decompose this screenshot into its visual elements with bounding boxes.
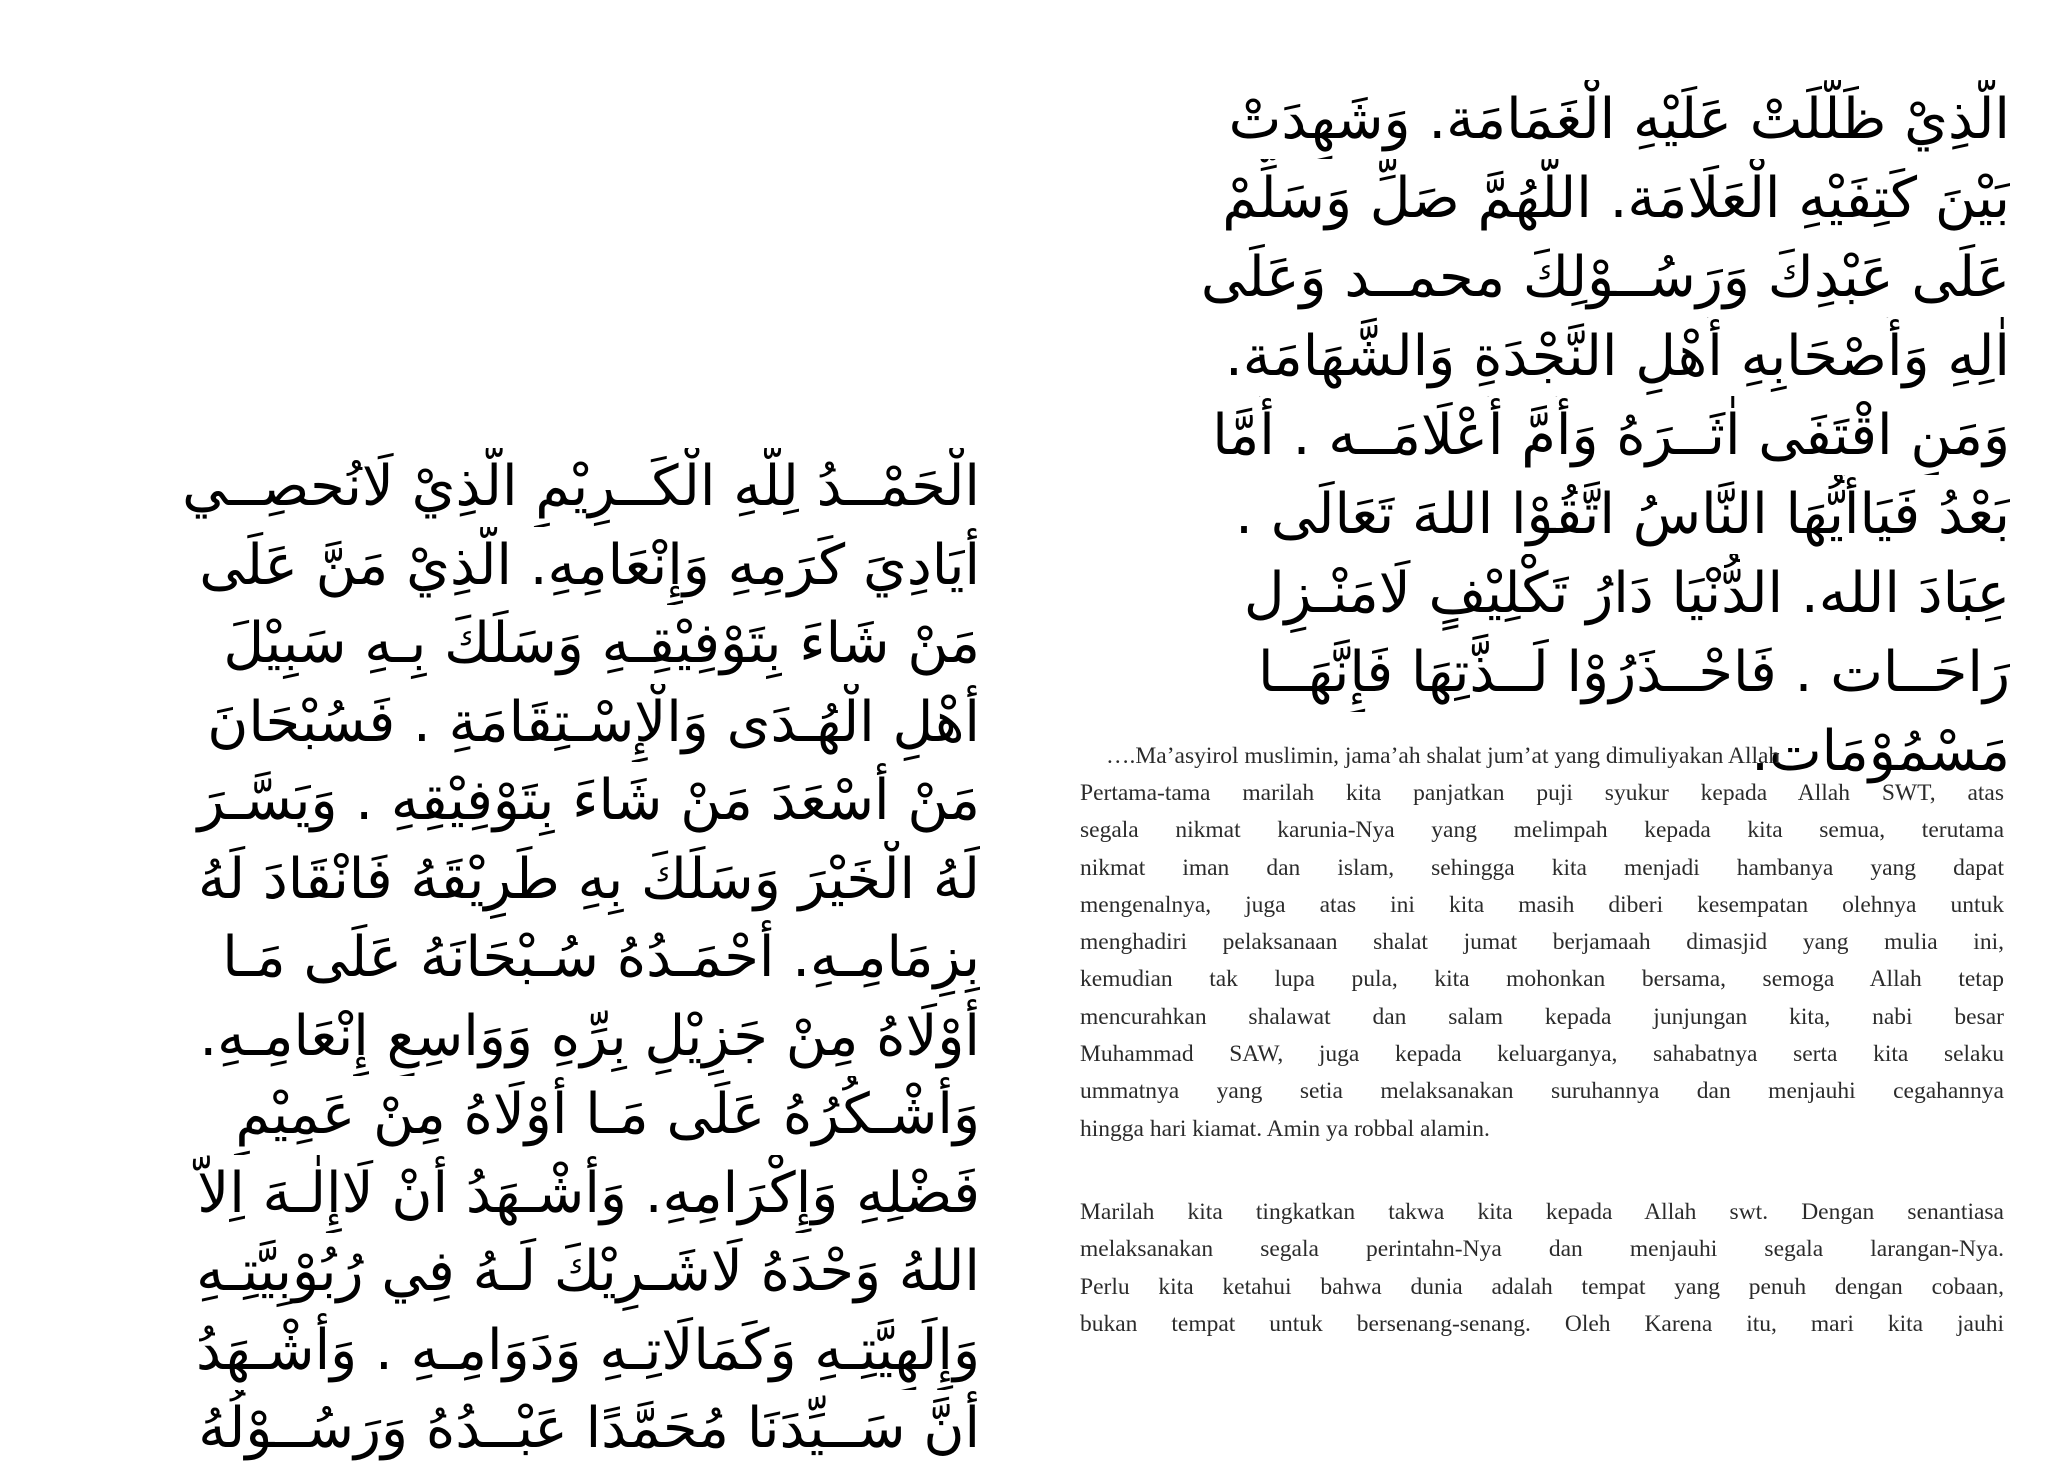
arabic-line: أَنَّ سَــيِّدَنَا مُحَمَّدًا عَبْــدُهُ وَرَسُــوْلُهُ (198, 1396, 980, 1461)
paragraph-line: Pertama-tama marilah kita panjatkan puji syukur kepada Allah SWT, atas (1080, 780, 2004, 806)
paragraph-line: segala nikmat karunia-Nya yang melimpah kepada kita semua, terutama (1080, 817, 2004, 844)
arabic-line: مَنْ شَاءَ بِتَوْفِيْقِـهِ وَسَلَكَ بِـهِ سَبِيْلَ (223, 611, 980, 676)
arabic-line: رَاحَــات . فَاحْــذَرُوْا لَــذَّتِهَا فَإِنَّهَــا (1258, 640, 2010, 705)
arabic-line: لَهُ الْخَيْرَ وَسَلَكَ بِهِ طَرِيْقَهُ فَانْقَادَ لَهُ (197, 846, 980, 912)
paragraph-line: mengenalnya, juga atas ini kita masih diberi kesempatan olehnya untuk (1080, 891, 2004, 918)
arabic-line: الْحَمْــدُ لِلَّهِ الْكَــرِيْمِ الَّذِيْ لَانُحصِــي (182, 454, 980, 519)
paragraph-line: melaksanakan segala perintahn-Nya dan menjauhi segala larangan-Nya. (1080, 1236, 2004, 1263)
arabic-line: مَسْمُوْمَات. (1751, 719, 2010, 784)
arabic-line: عَلَى عَبْدِكَ وَرَسُــوْلِكَ محمــد وَعَلَى (1200, 245, 2010, 310)
paragraph-line: menghadiri pelaksanaan shalat jumat berjamaah dimasjid yang mulia ini, (1080, 929, 2004, 956)
arabic-line: وَمَنِ اقْتَفَى اٰثَــرَهُ وَأَمَّ أَعْلَامَــه . أَمَّا (1212, 403, 2010, 468)
arabic-line: عِبَادَ الله. الدُّنْيَا دَارُ تَكْلِيْفٍ لَامَنْـزِل (1243, 561, 2010, 626)
arabic-line: أَيَادِيَ كَرَمِهِ وَإِنْعَامِهِ. الَّذِيْ مَنَّ عَلَى (199, 532, 980, 598)
arabic-sermon-opening (70, 448, 980, 1469)
paragraph-line: nikmat iman dan islam, sehingga kita menjadi hambanya yang dapat (1080, 854, 2004, 881)
right-page (1024, 0, 2048, 1448)
paragraph-line: mencurahkan shalawat dan salam kepada junjungan kita, nabi besar (1080, 1003, 2004, 1030)
arabic-line: فَضْلِهِ وَإِكْرَامِهِ. وَأَشْـهَدُ أَنْ لَاإِلٰـهَ اِلاَّ (197, 1160, 980, 1226)
paragraph-line: bukan tempat untuk bersenang-senang. Oleh Karena itu, mari kita jauhi (1080, 1310, 2004, 1337)
paragraph-line: hingga hari kiamat. Amin ya robbal alamin. (1080, 1115, 1490, 1142)
arabic-line: اٰلِهِ وَأَصْحَابِهِ أَهْلِ النَّجْدَةِ وَالشَّهَامَة. (1224, 324, 2010, 389)
paragraph-line: ummatnya yang setia melaksanakan suruhannya dan menjauhi cegahannya (1080, 1078, 2004, 1105)
left-page (0, 0, 1024, 1461)
arabic-line: أَهْلِ الْهُـدَى وَالْإِسْـتِقَامَةِ . فَسُبْحَانَ (207, 689, 980, 755)
arabic-line: بَيْنَ كَتِفَيْهِ الْعَلَامَة. اللَّهُمَّ صَلِّ وَسَلِّمْ (1222, 166, 2010, 231)
paragraph-line: Perlu kita ketahui bahwa dunia adalah tempat yang penuh dengan cobaan, (1080, 1273, 2004, 1300)
arabic-line: وَإِلَهِيَّتِـهِ وَكَمَالَاتِـهِ وَدَوَامِـهِ . وَأَشْـهَدُ (196, 1317, 980, 1383)
arabic-line: بِزِمَامِـهِ. أَحْمَـدُهُ سُـبْحَانَهُ عَلَى مَـا (222, 925, 980, 990)
arabic-line: وَأَشْـكُرُهُ عَلَى مَـا أَوْلَاهُ مِنْ عَمِيْمِ (235, 1082, 980, 1147)
paragraph-line: kemudian tak lupa pula, kita mohonkan bersama, semoga Allah tetap (1080, 966, 2004, 993)
paragraph-line: Marilah kita tingkatkan takwa kita kepada Allah swt. Dengan senantiasa (1080, 1199, 2004, 1225)
arabic-line: اللهُ وَحْدَهُ لَاشَـرِيْكَ لَـهُ فِي رُبُوْبِيَّتِـهِ (196, 1239, 980, 1304)
arabic-sermon-continuation (1080, 80, 2010, 791)
arabic-line: الَّذِيْ ظَلَّلَتْ عَلَيْهِ الْغَمَامَة. وَشَهِدَتْ (1228, 87, 2010, 152)
arabic-line: بَعْدُ فَيَاأَيُّهَا النَّاسُ اتَّقُوْا اللهَ تَعَالَى . (1235, 482, 2010, 547)
sermon-paragraph-takwa (1080, 1194, 2004, 1343)
arabic-line: مَنْ أَسْعَدَ مَنْ شَاءَ بِتَوْفِيْقِهِ . وَيَسَّـرَ (197, 768, 980, 833)
sermon-greeting: ….Ma’asyirol muslimin, jama’ah shalat jum’at yang dimuliyakan Allah (1106, 743, 1781, 769)
arabic-line: أَوْلَاهُ مِنْ جَزِيْلِ بِرِّهِ وَوَاسِعِ إِنْعَامِـهِ. (199, 1003, 980, 1069)
sermon-paragraph-opening (1080, 775, 2004, 1148)
paragraph-line: Muhammad SAW, juga kepada keluarganya, sahabatnya serta kita selaku (1080, 1041, 2004, 1068)
